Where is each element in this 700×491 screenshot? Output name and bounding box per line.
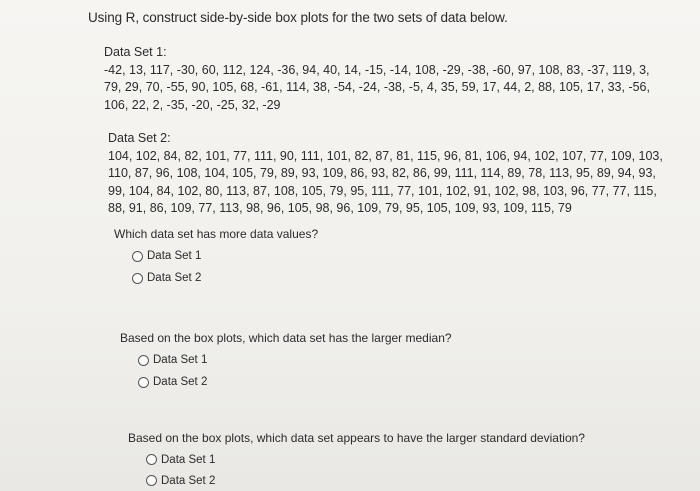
- question-larger-std-dev: [128, 431, 585, 491]
- option-label: Data Set 1: [147, 250, 202, 262]
- data-set-2-values: 104, 102, 84, 82, 101, 77, 111, 90, 111, 101, 82, 87, 81, 115, 96, 81, 106, 94, 102, 107, 77, 109, 103, 110, 87, 96, 108, 104, 105, 79, 89, 93, 109, 86, 93, 82, 86, 99, 111, 114, 89, 78, 113, 95, 89, 94, 93, 99, 104, 84, 102, 80, 113, 87, 108, 105, 79, 95, 111, 77, 101, 102, 91, 102, 98, 103, 96, 77, 77, 115, 88, 91, 86, 109, 77, 113, 98, 96, 105, 98, 96, 109, 79, 95, 105, 109, 93, 109, 115, 79: [108, 148, 663, 215]
- radio-button[interactable]: [146, 454, 157, 465]
- data-set-1: [104, 44, 664, 114]
- option-data-set-2[interactable]: [138, 371, 452, 393]
- page-title: Using R, construct side-by-side box plots for the two sets of data below.: [88, 10, 508, 25]
- data-set-1-values: -42, 13, 117, -30, 60, 112, 124, -36, 94, 40, 14, -15, -14, 108, -29, -38, -60, 97, 108, 83, -37, 119, 3, 79, 29, 70, -55, 90, 105, 68, -61, 114, 38, -54, -24, -38, -5, 4, 35, 59, 17, 44, 2, 88, 105, 17, 33, -56, 106, 22, 2, -35, -20, -25, 32, -29: [104, 62, 650, 112]
- radio-button[interactable]: [138, 355, 149, 366]
- option-data-set-1[interactable]: [146, 449, 585, 470]
- radio-button[interactable]: [138, 377, 149, 388]
- option-label: Data Set 2: [161, 474, 216, 487]
- option-data-set-2[interactable]: [146, 470, 585, 491]
- data-set-2-heading: Data Set 2:: [108, 131, 171, 145]
- radio-button[interactable]: [132, 251, 143, 262]
- question-text: Which data set has more data values?: [114, 227, 319, 241]
- option-data-set-2[interactable]: [132, 267, 318, 289]
- radio-button[interactable]: [132, 273, 143, 284]
- option-data-set-1[interactable]: [138, 349, 452, 371]
- radio-button[interactable]: [146, 475, 157, 486]
- data-set-2: [108, 130, 668, 218]
- question-text: Based on the box plots, which data set appears to have the larger standard deviation?: [128, 431, 585, 445]
- option-label: Data Set 1: [161, 453, 216, 466]
- option-label: Data Set 1: [153, 354, 208, 366]
- option-data-set-1[interactable]: [132, 245, 318, 267]
- question-text: Based on the box plots, which data set has the larger median?: [120, 331, 452, 345]
- option-label: Data Set 2: [153, 376, 208, 388]
- data-set-1-heading: Data Set 1:: [104, 45, 167, 59]
- question-more-values: [114, 227, 318, 289]
- option-label: Data Set 2: [147, 272, 202, 284]
- question-larger-median: [120, 331, 452, 393]
